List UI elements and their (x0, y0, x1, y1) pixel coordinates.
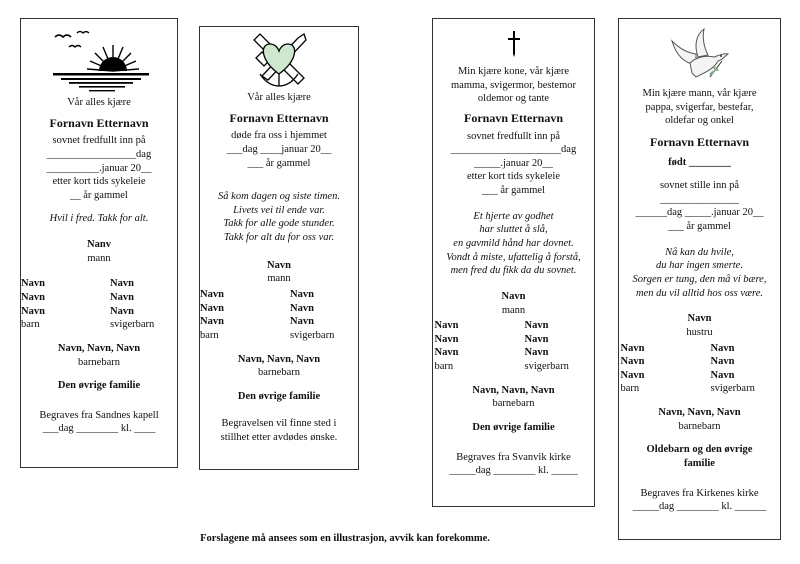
info-line: etter kort tids sykeleie (466, 171, 560, 183)
info-line: sovnet fredfullt inn på (52, 135, 146, 147)
deceased-name: Fornavn Etternavn (650, 134, 749, 149)
verse-line: Nå kan du hvile, (665, 246, 734, 258)
dove-icon (666, 27, 734, 83)
intro-line: pappa, svigerfar, bestefar, (645, 101, 754, 113)
children-in-law-label: svigerbarn (290, 329, 335, 341)
child-name: Navn (200, 316, 224, 328)
rest-of-family: Den øvrige familie (472, 422, 555, 434)
info-line: ___ år gammel (482, 185, 545, 197)
child-name: Navn (200, 302, 224, 314)
spouse-relation: mann (267, 273, 291, 285)
verse-line: Hvil i fred. Takk for alt. (49, 213, 149, 225)
children-label: barn (620, 383, 640, 395)
info-line: ___ år gammel (247, 157, 311, 169)
grandchildren-names: Navn, Navn, Navn (57, 342, 141, 354)
child-in-law-name: Navn (290, 316, 314, 328)
burial-line: ___dag ________ kl. ____ (42, 423, 156, 435)
verse-line: men du vil alltid hos oss være. (635, 287, 764, 299)
disclaimer-note: Forslagene må ansees som en illustrasjon, avvik kan forekomme. (200, 533, 490, 544)
intro-line: mamma, svigermor, bestemor (451, 79, 576, 91)
child-in-law-name: Navn (710, 342, 735, 354)
children-label: barn (200, 329, 219, 341)
child-in-law-name: Navn (109, 278, 134, 290)
spouse-relation: mann (501, 304, 526, 316)
info-line: ___ år gammel (668, 221, 731, 233)
rest-of-family: Den øvrige familie (237, 390, 321, 402)
verse-line: Vondt å miste, ufattelig å forstå, (446, 251, 581, 263)
children-list (433, 319, 594, 374)
burial-line: Begraves fra Svanvik kirke (456, 451, 571, 463)
info-line: døde fra oss i hjemmet (231, 130, 327, 142)
children-label: barn (434, 361, 454, 373)
burial-line: _____dag ________ kl. _____ (449, 465, 578, 477)
verse-line: du har ingen smerte. (656, 260, 743, 272)
born-line: født ________ (668, 156, 731, 168)
info-line: __________.januar 20__ (46, 162, 152, 174)
grandchildren-label: barnebarn (258, 367, 300, 379)
burial-line: Begravelsen vil finne sted i (221, 418, 337, 430)
child-name: Navn (434, 320, 459, 332)
info-line: _____________________dag (450, 144, 577, 156)
verse-line: Sorgen er tung, den må vi bære, (632, 274, 767, 285)
grandchildren-label: barnebarn (492, 398, 535, 410)
burial-line: _____dag ________ kl. ______ (632, 501, 767, 513)
intro-line: oldemor og tante (477, 93, 550, 105)
verse-line: en gavmild hånd har dovnet. (453, 238, 574, 249)
child-in-law-name: Navn (290, 302, 314, 314)
intro-line: oldefar og onkel (665, 115, 734, 127)
verse-line: Et hjerte av godhet (473, 210, 554, 222)
info-line: _________________dag (46, 148, 152, 160)
child-name: Navn (620, 342, 645, 354)
burial-line: stillhet etter avdødes ønske. (220, 432, 338, 444)
child-in-law-name: Navn (710, 356, 735, 368)
child-name: Navn (21, 278, 45, 290)
info-line: sovnet stille inn på (659, 180, 740, 192)
child-name: Navn (434, 333, 459, 345)
spouse-name: Navn (501, 290, 526, 302)
deceased-name: Fornavn Etternavn (464, 110, 563, 125)
children-in-law-label: svigerbarn (109, 319, 155, 331)
children-label: barn (21, 319, 40, 331)
deceased-name: Fornavn Etternavn (49, 115, 149, 130)
child-name: Navn (620, 356, 645, 368)
child-in-law-name: Navn (109, 305, 134, 317)
info-line: sovnet fredfullt inn på (466, 130, 561, 142)
burial-line: Begraves fra Kirkenes kirke (640, 487, 759, 499)
deceased-name: Fornavn Etternavn (229, 110, 329, 125)
grandchildren-names: Navn, Navn, Navn (472, 384, 555, 396)
children-in-law-label: svigerbarn (524, 361, 569, 373)
child-name: Navn (200, 289, 224, 300)
child-in-law-name: Navn (524, 333, 549, 345)
obituary-card-3 (432, 18, 595, 507)
rest-of-family: Den øvrige familie (57, 380, 141, 392)
child-in-law-name: Navn (290, 289, 314, 300)
verse-line: Så kom dagen og siste timen. (218, 191, 340, 203)
grandchildren-names: Navn, Navn, Navn (658, 407, 741, 419)
obituary-card-2 (199, 26, 359, 470)
sunset-birds-icon (47, 27, 151, 95)
spouse-name: Navn (687, 313, 712, 325)
cross-heart-anchor-icon (248, 30, 310, 88)
verse-line: har sluttet å slå, (479, 224, 548, 236)
spouse-name: Nanv (87, 239, 111, 251)
info-line: _____.januar 20__ (474, 157, 553, 169)
children-list (21, 277, 177, 332)
info-line: ______dag _____.januar 20__ (635, 207, 764, 219)
child-in-law-name: Navn (710, 369, 735, 381)
intro-line: Min kjære mann, vår kjære (642, 88, 757, 99)
info-line: __ år gammel (70, 189, 128, 201)
children-in-law-label: svigerbarn (710, 383, 755, 395)
obituary-card-1 (20, 18, 178, 468)
intro-line: Min kjære kone, vår kjære (457, 66, 570, 77)
grandchildren-names: Navn, Navn, Navn (237, 353, 321, 365)
child-name: Navn (21, 305, 45, 317)
child-in-law-name: Navn (524, 347, 549, 359)
child-in-law-name: Navn (524, 320, 549, 332)
children-list (200, 288, 358, 343)
spouse-relation: mann (87, 252, 111, 264)
grandchildren-label: barnebarn (78, 356, 120, 368)
verse-line: Takk for alle gode stunder. (223, 218, 335, 230)
intro-line: Vår alles kjære (247, 92, 311, 103)
obituary-card-4 (618, 18, 781, 540)
cross-icon (507, 31, 521, 57)
info-line: etter kort tids sykeleie (52, 176, 146, 188)
children-list (619, 342, 780, 397)
verse-line: men fred du fikk da du sovnet. (450, 265, 577, 277)
child-name: Navn (21, 292, 45, 303)
spouse-name: Navn (267, 259, 291, 271)
info-line: _______________ (660, 193, 739, 205)
child-in-law-name: Navn (109, 292, 134, 303)
spouse-relation: hustru (686, 326, 713, 338)
rest-of-family: familie (684, 458, 715, 470)
verse-line: Livets vei til ende var. (233, 204, 325, 216)
intro-line: Vår alles kjære (67, 97, 131, 108)
grandchildren-label: barnebarn (678, 420, 721, 432)
child-name: Navn (620, 369, 645, 381)
rest-of-family: Oldebarn og den øvrige (646, 444, 753, 456)
burial-line: Begraves fra Sandnes kapell (39, 409, 159, 421)
child-name: Navn (434, 347, 459, 359)
info-line: ___dag ____januar 20__ (226, 143, 332, 155)
verse-line: Takk for alt du for oss var. (223, 232, 335, 244)
